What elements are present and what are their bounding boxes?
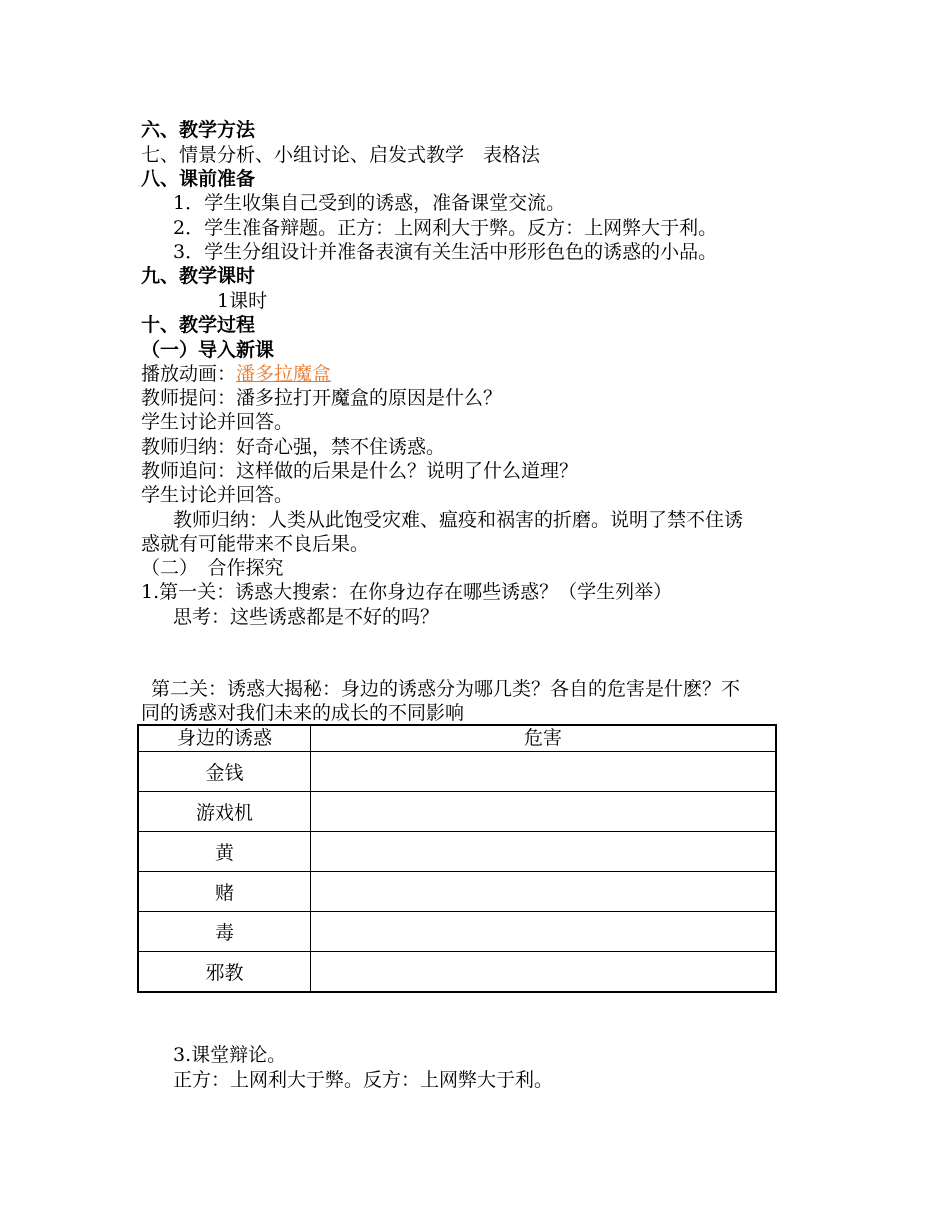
part2-step1-think: 思考：这些诱惑都是不好的吗？	[173, 606, 440, 628]
table-cell-temptation: 邪教	[138, 952, 311, 993]
prep-item-1: 1．学生收集自己受到的诱惑，准备课堂交流。	[173, 192, 566, 214]
part2-step1: 1.第一关：诱惑大搜索：在你身边存在哪些诱惑？（学生列举）	[141, 581, 673, 603]
part1-title: （一）导入新课	[141, 339, 275, 361]
part1-line-2: 学生讨论并回答。	[141, 411, 294, 433]
part1-summary-line-2: 惑就有可能带来不良后果。	[141, 533, 370, 555]
table-cell-harm	[311, 912, 777, 952]
table-row	[138, 912, 776, 952]
pandora-box-link[interactable]: 潘多拉魔盒	[236, 363, 332, 385]
table-cell-temptation: 毒	[138, 912, 311, 952]
table-cell-harm	[311, 952, 777, 993]
part1-line-3: 教师归纳：好奇心强，禁不住诱惑。	[141, 436, 446, 458]
table-header-row	[138, 725, 776, 752]
table-header-temptation: 身边的诱惑	[138, 725, 311, 752]
table-row	[138, 872, 776, 912]
table-cell-harm	[311, 792, 777, 832]
section-preparation: 八、课前准备	[141, 168, 256, 190]
class-hours-value: 1课时	[217, 290, 268, 312]
table-cell-harm	[311, 752, 777, 792]
section-teaching-process: 十、教学过程	[141, 314, 256, 336]
table-cell-temptation: 赌	[138, 872, 311, 912]
section-teaching-method: 六、教学方法	[141, 119, 256, 141]
table-cell-temptation: 黄	[138, 832, 311, 872]
prep-item-3: 3．学生分组设计并准备表演有关生活中形形色色的诱惑的小品。	[173, 241, 718, 263]
table-cell-harm	[311, 872, 777, 912]
part1-line-4: 教师追问：这样做的后果是什么？说明了什么道理？	[141, 460, 579, 482]
table-cell-temptation: 金钱	[138, 752, 311, 792]
part1-line-1: 教师提问：潘多拉打开魔盒的原因是什么？	[141, 387, 503, 409]
part1-summary-line-1: 教师归纳：人类从此饱受灾难、瘟疫和祸害的折磨。说明了禁不住诱	[173, 509, 744, 531]
table-cell-temptation: 游戏机	[138, 792, 311, 832]
play-label: 播放动画：	[141, 363, 237, 385]
table-row	[138, 832, 776, 872]
table-header-harm: 危害	[311, 725, 777, 752]
table-row	[138, 952, 776, 993]
section-class-hours: 九、教学课时	[141, 265, 256, 287]
prep-item-2: 2．学生准备辩题。正方：上网利大于弊。反方：上网弊大于利。	[173, 217, 718, 239]
table-row	[138, 752, 776, 792]
part2-step2-line-1: 第二关：诱惑大揭秘：身边的诱惑分为哪几类？各自的危害是什麽？不	[151, 678, 741, 700]
part1-line-5: 学生讨论并回答。	[141, 484, 294, 506]
part3-debate: 正方：上网利大于弊。反方：上网弊大于利。	[173, 1069, 554, 1091]
table-row	[138, 792, 776, 832]
table-cell-harm	[311, 832, 777, 872]
part3-step3: 3.课堂辩论。	[173, 1044, 287, 1066]
part2-title: （二） 合作探究	[141, 557, 284, 579]
part2-step2-line-2: 同的诱惑对我们未来的成长的不同影响	[141, 702, 465, 724]
play-animation-line	[141, 362, 331, 386]
section-methods-list: 七、情景分析、小组讨论、启发式教学 表格法	[141, 144, 541, 166]
temptation-table	[137, 724, 777, 993]
